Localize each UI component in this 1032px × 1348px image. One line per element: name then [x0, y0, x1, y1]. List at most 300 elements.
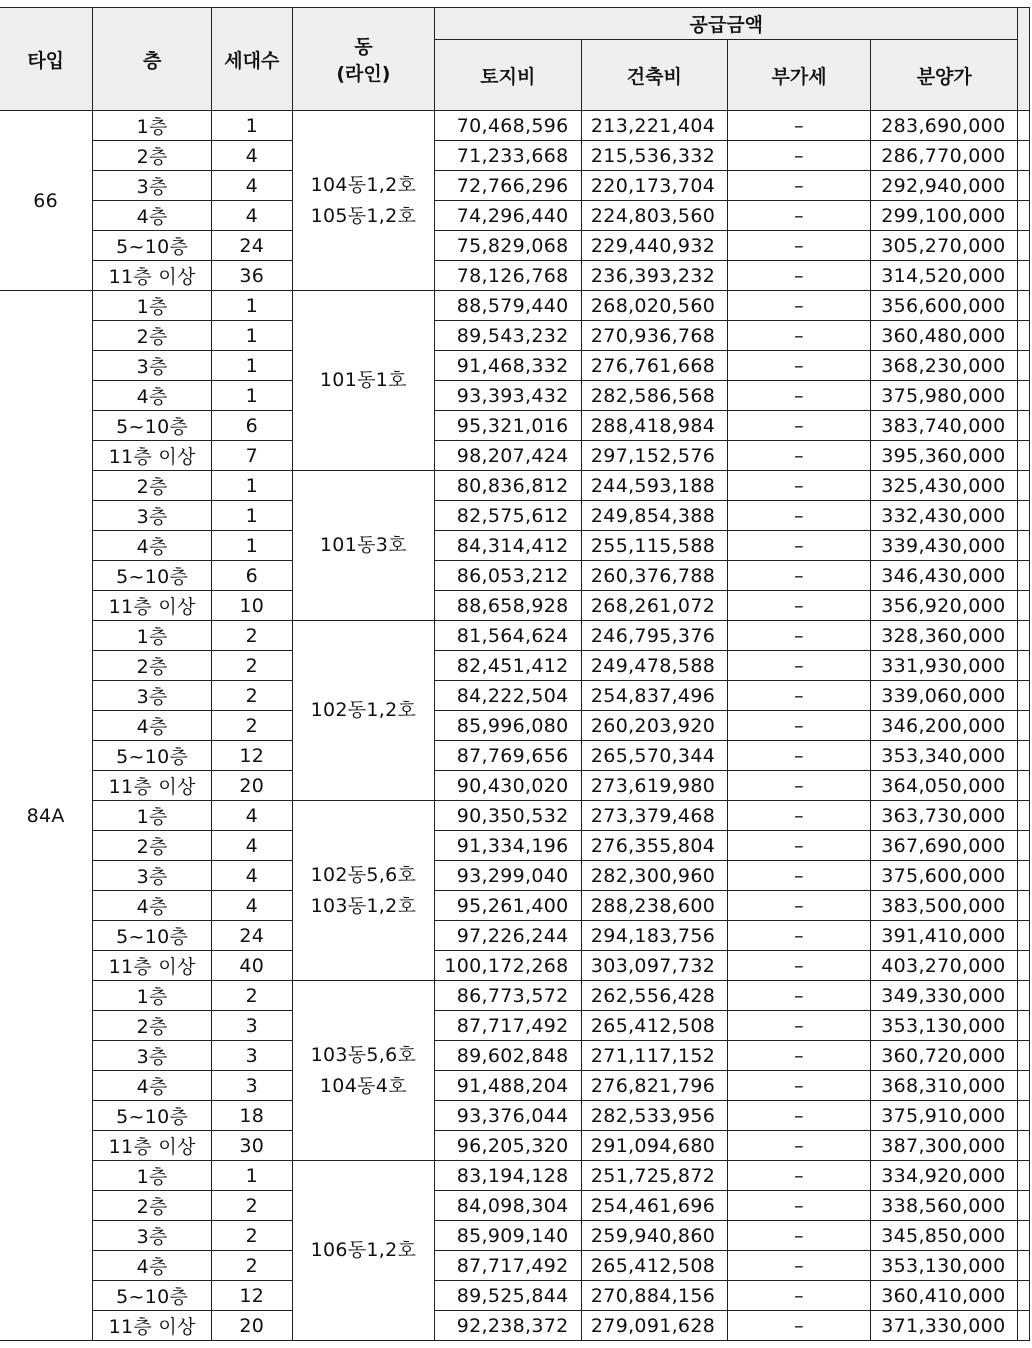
table-row: [0, 951, 1030, 981]
table-row: [0, 141, 1030, 171]
table-row: [0, 501, 1030, 531]
households-cell: 1: [211, 501, 292, 531]
land-cost-cell: 72,766,296: [435, 171, 582, 201]
table-row: [0, 1101, 1030, 1131]
building-cost-cell: 236,393,232: [581, 261, 728, 291]
building-cost-cell: 265,570,344: [581, 741, 728, 771]
table-row: [0, 1311, 1030, 1341]
edge-cell: [1018, 141, 1030, 171]
header-edge: [1018, 8, 1030, 111]
building-cost-cell: 291,094,680: [581, 1131, 728, 1161]
table-row: [0, 201, 1030, 231]
building-cost-cell: 270,884,156: [581, 1281, 728, 1311]
floor-cell: 11층 이상: [93, 771, 212, 801]
households-cell: 24: [211, 231, 292, 261]
building-cost-cell: 215,536,332: [581, 141, 728, 171]
sale-price-cell: 305,270,000: [870, 231, 1018, 261]
edge-cell: [1018, 351, 1030, 381]
header-dong-line2: (라인): [336, 63, 391, 85]
dong-line: 101동3호: [319, 534, 407, 556]
sale-price-cell: 367,690,000: [870, 831, 1018, 861]
land-cost-cell: 90,430,020: [435, 771, 582, 801]
edge-cell: [1018, 381, 1030, 411]
edge-cell: [1018, 531, 1030, 561]
land-cost-cell: 96,205,320: [435, 1131, 582, 1161]
floor-cell: 5~10층: [93, 1281, 212, 1311]
building-cost-cell: 271,117,152: [581, 1041, 728, 1071]
households-cell: 12: [211, 1281, 292, 1311]
vat-cell: –: [728, 951, 871, 981]
households-cell: 2: [211, 651, 292, 681]
households-cell: 6: [211, 411, 292, 441]
land-cost-cell: 93,299,040: [435, 861, 582, 891]
land-cost-cell: 97,226,244: [435, 921, 582, 951]
dong-cell: [292, 471, 434, 621]
vat-cell: –: [728, 111, 871, 141]
supply-price-table: [0, 7, 1030, 1341]
vat-cell: –: [728, 171, 871, 201]
table-row: [0, 1011, 1030, 1041]
building-cost-cell: 224,803,560: [581, 201, 728, 231]
table-row: [0, 621, 1030, 651]
edge-cell: [1018, 201, 1030, 231]
vat-cell: –: [728, 1251, 871, 1281]
sale-price-cell: 292,940,000: [870, 171, 1018, 201]
table-row: [0, 771, 1030, 801]
sale-price-cell: 346,430,000: [870, 561, 1018, 591]
building-cost-cell: 251,725,872: [581, 1161, 728, 1191]
sale-price-cell: 314,520,000: [870, 261, 1018, 291]
building-cost-cell: 244,593,188: [581, 471, 728, 501]
households-cell: 12: [211, 741, 292, 771]
edge-cell: [1018, 861, 1030, 891]
vat-cell: –: [728, 681, 871, 711]
floor-cell: 3층: [93, 501, 212, 531]
land-cost-cell: 91,468,332: [435, 351, 582, 381]
floor-cell: 5~10층: [93, 231, 212, 261]
table-row: [0, 1071, 1030, 1101]
vat-cell: –: [728, 891, 871, 921]
building-cost-cell: 254,837,496: [581, 681, 728, 711]
building-cost-cell: 254,461,696: [581, 1191, 728, 1221]
households-cell: 4: [211, 141, 292, 171]
vat-cell: –: [728, 261, 871, 291]
edge-cell: [1018, 321, 1030, 351]
dong-line: 102동5,6호: [310, 863, 417, 886]
edge-cell: [1018, 291, 1030, 321]
table-row: [0, 1281, 1030, 1311]
edge-cell: [1018, 1131, 1030, 1161]
edge-cell: [1018, 831, 1030, 861]
table-row: [0, 381, 1030, 411]
floor-cell: 5~10층: [93, 741, 212, 771]
land-cost-cell: 87,769,656: [435, 741, 582, 771]
households-cell: 2: [211, 981, 292, 1011]
table-row: [0, 1251, 1030, 1281]
edge-cell: [1018, 651, 1030, 681]
vat-cell: –: [728, 621, 871, 651]
vat-cell: –: [728, 921, 871, 951]
building-cost-cell: 279,091,628: [581, 1311, 728, 1341]
floor-cell: 1층: [93, 801, 212, 831]
edge-cell: [1018, 561, 1030, 591]
building-cost-cell: 249,478,588: [581, 651, 728, 681]
building-cost-cell: 273,379,468: [581, 801, 728, 831]
sale-price-cell: 383,500,000: [870, 891, 1018, 921]
land-cost-cell: 86,773,572: [435, 981, 582, 1011]
land-cost-cell: 87,717,492: [435, 1011, 582, 1041]
table-row: [0, 921, 1030, 951]
table-row: [0, 291, 1030, 321]
building-cost-cell: 303,097,732: [581, 951, 728, 981]
sale-price-cell: 286,770,000: [870, 141, 1018, 171]
building-cost-cell: 260,376,788: [581, 561, 728, 591]
households-cell: 4: [211, 861, 292, 891]
households-cell: 4: [211, 801, 292, 831]
sale-price-cell: 403,270,000: [870, 951, 1018, 981]
table-row: [0, 321, 1030, 351]
building-cost-cell: 270,936,768: [581, 321, 728, 351]
households-cell: 2: [211, 711, 292, 741]
table-row: [0, 561, 1030, 591]
land-cost-cell: 89,543,232: [435, 321, 582, 351]
dong-line: 106동1,2호: [310, 1239, 417, 1261]
vat-cell: –: [728, 1311, 871, 1341]
vat-cell: –: [728, 861, 871, 891]
edge-cell: [1018, 951, 1030, 981]
households-cell: 1: [211, 111, 292, 141]
land-cost-cell: 88,658,928: [435, 591, 582, 621]
sale-price-cell: 346,200,000: [870, 711, 1018, 741]
building-cost-cell: 276,821,796: [581, 1071, 728, 1101]
edge-cell: [1018, 891, 1030, 921]
dong-cell: [292, 111, 434, 291]
vat-cell: –: [728, 1011, 871, 1041]
building-cost-cell: 288,238,600: [581, 891, 728, 921]
households-cell: 4: [211, 831, 292, 861]
building-cost-cell: 246,795,376: [581, 621, 728, 651]
land-cost-cell: 86,053,212: [435, 561, 582, 591]
floor-cell: 11층 이상: [93, 1131, 212, 1161]
floor-cell: 4층: [93, 1071, 212, 1101]
edge-cell: [1018, 1221, 1030, 1251]
households-cell: 1: [211, 471, 292, 501]
edge-cell: [1018, 621, 1030, 651]
households-cell: 1: [211, 321, 292, 351]
land-cost-cell: 84,314,412: [435, 531, 582, 561]
land-cost-cell: 84,222,504: [435, 681, 582, 711]
sale-price-cell: 387,300,000: [870, 1131, 1018, 1161]
vat-cell: –: [728, 471, 871, 501]
building-cost-cell: 268,261,072: [581, 591, 728, 621]
sale-price-cell: 383,740,000: [870, 411, 1018, 441]
households-cell: 4: [211, 201, 292, 231]
table-row: [0, 591, 1030, 621]
table-row: [0, 861, 1030, 891]
floor-cell: 3층: [93, 1041, 212, 1071]
table-row: [0, 411, 1030, 441]
sale-price-cell: 356,920,000: [870, 591, 1018, 621]
dong-line: 104동4호: [319, 1074, 407, 1097]
floor-cell: 3층: [93, 681, 212, 711]
vat-cell: –: [728, 201, 871, 231]
type-cell: 66: [0, 111, 93, 291]
households-cell: 2: [211, 1221, 292, 1251]
building-cost-cell: 259,940,860: [581, 1221, 728, 1251]
households-cell: 4: [211, 171, 292, 201]
dong-line: 102동1,2호: [310, 699, 417, 721]
sale-price-cell: 360,720,000: [870, 1041, 1018, 1071]
floor-cell: 2층: [93, 1011, 212, 1041]
dong-cell: [292, 621, 434, 801]
households-cell: 10: [211, 591, 292, 621]
households-cell: 6: [211, 561, 292, 591]
header-supply: 공급금액: [435, 8, 1018, 40]
sale-price-cell: 283,690,000: [870, 111, 1018, 141]
edge-cell: [1018, 1161, 1030, 1191]
sale-price-cell: 349,330,000: [870, 981, 1018, 1011]
sale-price-cell: 328,360,000: [870, 621, 1018, 651]
households-cell: 3: [211, 1071, 292, 1101]
sale-price-cell: 368,310,000: [870, 1071, 1018, 1101]
sale-price-cell: 338,560,000: [870, 1191, 1018, 1221]
table-row: [0, 681, 1030, 711]
land-cost-cell: 82,451,412: [435, 651, 582, 681]
floor-cell: 11층 이상: [93, 441, 212, 471]
type-cell: 84A: [0, 291, 93, 1341]
edge-cell: [1018, 501, 1030, 531]
edge-cell: [1018, 1281, 1030, 1311]
sale-price-cell: 339,430,000: [870, 531, 1018, 561]
building-cost-cell: 213,221,404: [581, 111, 728, 141]
edge-cell: [1018, 1011, 1030, 1041]
edge-cell: [1018, 471, 1030, 501]
floor-cell: 3층: [93, 861, 212, 891]
land-cost-cell: 85,909,140: [435, 1221, 582, 1251]
floor-cell: 11층 이상: [93, 591, 212, 621]
sale-price-cell: 371,330,000: [870, 1311, 1018, 1341]
floor-cell: 3층: [93, 171, 212, 201]
land-cost-cell: 88,579,440: [435, 291, 582, 321]
vat-cell: –: [728, 291, 871, 321]
floor-cell: 5~10층: [93, 411, 212, 441]
sale-price-cell: 332,430,000: [870, 501, 1018, 531]
households-cell: 20: [211, 771, 292, 801]
vat-cell: –: [728, 651, 871, 681]
dong-line: 104동1,2호: [310, 173, 417, 196]
table-row: [0, 111, 1030, 141]
land-cost-cell: 95,321,016: [435, 411, 582, 441]
table-row: [0, 651, 1030, 681]
header-households: 세대수: [211, 8, 292, 111]
sale-price-cell: 331,930,000: [870, 651, 1018, 681]
table-row: [0, 1131, 1030, 1161]
floor-cell: 1층: [93, 291, 212, 321]
edge-cell: [1018, 411, 1030, 441]
building-cost-cell: 255,115,588: [581, 531, 728, 561]
edge-cell: [1018, 1251, 1030, 1281]
households-cell: 1: [211, 531, 292, 561]
table-row: [0, 531, 1030, 561]
households-cell: 2: [211, 681, 292, 711]
building-cost-cell: 265,412,508: [581, 1011, 728, 1041]
sale-price-cell: 360,410,000: [870, 1281, 1018, 1311]
vat-cell: –: [728, 501, 871, 531]
vat-cell: –: [728, 531, 871, 561]
land-cost-cell: 89,602,848: [435, 1041, 582, 1071]
edge-cell: [1018, 741, 1030, 771]
building-cost-cell: 262,556,428: [581, 981, 728, 1011]
vat-cell: –: [728, 801, 871, 831]
floor-cell: 11층 이상: [93, 951, 212, 981]
table-header: [0, 8, 1030, 111]
floor-cell: 1층: [93, 1161, 212, 1191]
edge-cell: [1018, 1071, 1030, 1101]
vat-cell: –: [728, 831, 871, 861]
floor-cell: 2층: [93, 651, 212, 681]
floor-cell: 2층: [93, 471, 212, 501]
table-row: [0, 981, 1030, 1011]
sale-price-cell: 363,730,000: [870, 801, 1018, 831]
sale-price-cell: 375,600,000: [870, 861, 1018, 891]
sale-price-cell: 364,050,000: [870, 771, 1018, 801]
floor-cell: 4층: [93, 891, 212, 921]
building-cost-cell: 276,355,804: [581, 831, 728, 861]
table-body: [0, 111, 1030, 1341]
table-row: [0, 801, 1030, 831]
vat-cell: –: [728, 711, 871, 741]
land-cost-cell: 91,488,204: [435, 1071, 582, 1101]
sale-price-cell: 339,060,000: [870, 681, 1018, 711]
land-cost-cell: 89,525,844: [435, 1281, 582, 1311]
households-cell: 3: [211, 1011, 292, 1041]
building-cost-cell: 260,203,920: [581, 711, 728, 741]
vat-cell: –: [728, 441, 871, 471]
edge-cell: [1018, 681, 1030, 711]
edge-cell: [1018, 171, 1030, 201]
land-cost-cell: 82,575,612: [435, 501, 582, 531]
building-cost-cell: 268,020,560: [581, 291, 728, 321]
sale-price-cell: 353,340,000: [870, 741, 1018, 771]
building-cost-cell: 229,440,932: [581, 231, 728, 261]
floor-cell: 5~10층: [93, 1101, 212, 1131]
sale-price-cell: 299,100,000: [870, 201, 1018, 231]
households-cell: 24: [211, 921, 292, 951]
floor-cell: 2층: [93, 831, 212, 861]
floor-cell: 4층: [93, 531, 212, 561]
dong-cell: [292, 1161, 434, 1341]
vat-cell: –: [728, 771, 871, 801]
vat-cell: –: [728, 351, 871, 381]
table-row: [0, 1161, 1030, 1191]
table-row: [0, 441, 1030, 471]
land-cost-cell: 98,207,424: [435, 441, 582, 471]
table-row: [0, 351, 1030, 381]
header-floor: 층: [93, 8, 212, 111]
households-cell: 4: [211, 891, 292, 921]
sale-price-cell: 345,850,000: [870, 1221, 1018, 1251]
households-cell: 2: [211, 1251, 292, 1281]
land-cost-cell: 90,350,532: [435, 801, 582, 831]
households-cell: 36: [211, 261, 292, 291]
table-row: [0, 171, 1030, 201]
floor-cell: 4층: [93, 381, 212, 411]
households-cell: 2: [211, 621, 292, 651]
land-cost-cell: 70,468,596: [435, 111, 582, 141]
land-cost-cell: 75,829,068: [435, 231, 582, 261]
vat-cell: –: [728, 591, 871, 621]
table-row: [0, 711, 1030, 741]
households-cell: 1: [211, 291, 292, 321]
header-type: 타입: [0, 8, 93, 111]
households-cell: 1: [211, 1161, 292, 1191]
table-row: [0, 891, 1030, 921]
header-vat: 부가세: [728, 40, 871, 111]
land-cost-cell: 85,996,080: [435, 711, 582, 741]
sale-price-cell: 353,130,000: [870, 1251, 1018, 1281]
land-cost-cell: 80,836,812: [435, 471, 582, 501]
floor-cell: 1층: [93, 621, 212, 651]
dong-cell: [292, 981, 434, 1161]
floor-cell: 1층: [93, 981, 212, 1011]
building-cost-cell: 282,300,960: [581, 861, 728, 891]
vat-cell: –: [728, 1101, 871, 1131]
households-cell: 18: [211, 1101, 292, 1131]
header-price: 분양가: [870, 40, 1018, 111]
table-row: [0, 1191, 1030, 1221]
sale-price-cell: 356,600,000: [870, 291, 1018, 321]
edge-cell: [1018, 771, 1030, 801]
header-building: 건축비: [581, 40, 728, 111]
sale-price-cell: 325,430,000: [870, 471, 1018, 501]
floor-cell: 4층: [93, 711, 212, 741]
households-cell: 1: [211, 381, 292, 411]
header-dong-line1: 동: [354, 36, 373, 58]
sale-price-cell: 375,980,000: [870, 381, 1018, 411]
land-cost-cell: 78,126,768: [435, 261, 582, 291]
edge-cell: [1018, 981, 1030, 1011]
vat-cell: –: [728, 231, 871, 261]
building-cost-cell: 265,412,508: [581, 1251, 728, 1281]
edge-cell: [1018, 801, 1030, 831]
households-cell: 2: [211, 1191, 292, 1221]
vat-cell: –: [728, 981, 871, 1011]
building-cost-cell: 282,586,568: [581, 381, 728, 411]
households-cell: 7: [211, 441, 292, 471]
vat-cell: –: [728, 1071, 871, 1101]
dong-cell: [292, 801, 434, 981]
floor-cell: 3층: [93, 351, 212, 381]
land-cost-cell: 74,296,440: [435, 201, 582, 231]
building-cost-cell: 220,173,704: [581, 171, 728, 201]
land-cost-cell: 95,261,400: [435, 891, 582, 921]
sale-price-cell: 375,910,000: [870, 1101, 1018, 1131]
edge-cell: [1018, 1041, 1030, 1071]
building-cost-cell: 249,854,388: [581, 501, 728, 531]
dong-line: 103동1,2호: [310, 894, 417, 917]
land-cost-cell: 83,194,128: [435, 1161, 582, 1191]
building-cost-cell: 297,152,576: [581, 441, 728, 471]
table-row: [0, 1221, 1030, 1251]
edge-cell: [1018, 591, 1030, 621]
land-cost-cell: 93,393,432: [435, 381, 582, 411]
header-dong: [292, 8, 434, 111]
floor-cell: 4층: [93, 1251, 212, 1281]
sale-price-cell: 334,920,000: [870, 1161, 1018, 1191]
vat-cell: –: [728, 411, 871, 441]
floor-cell: 2층: [93, 141, 212, 171]
edge-cell: [1018, 921, 1030, 951]
